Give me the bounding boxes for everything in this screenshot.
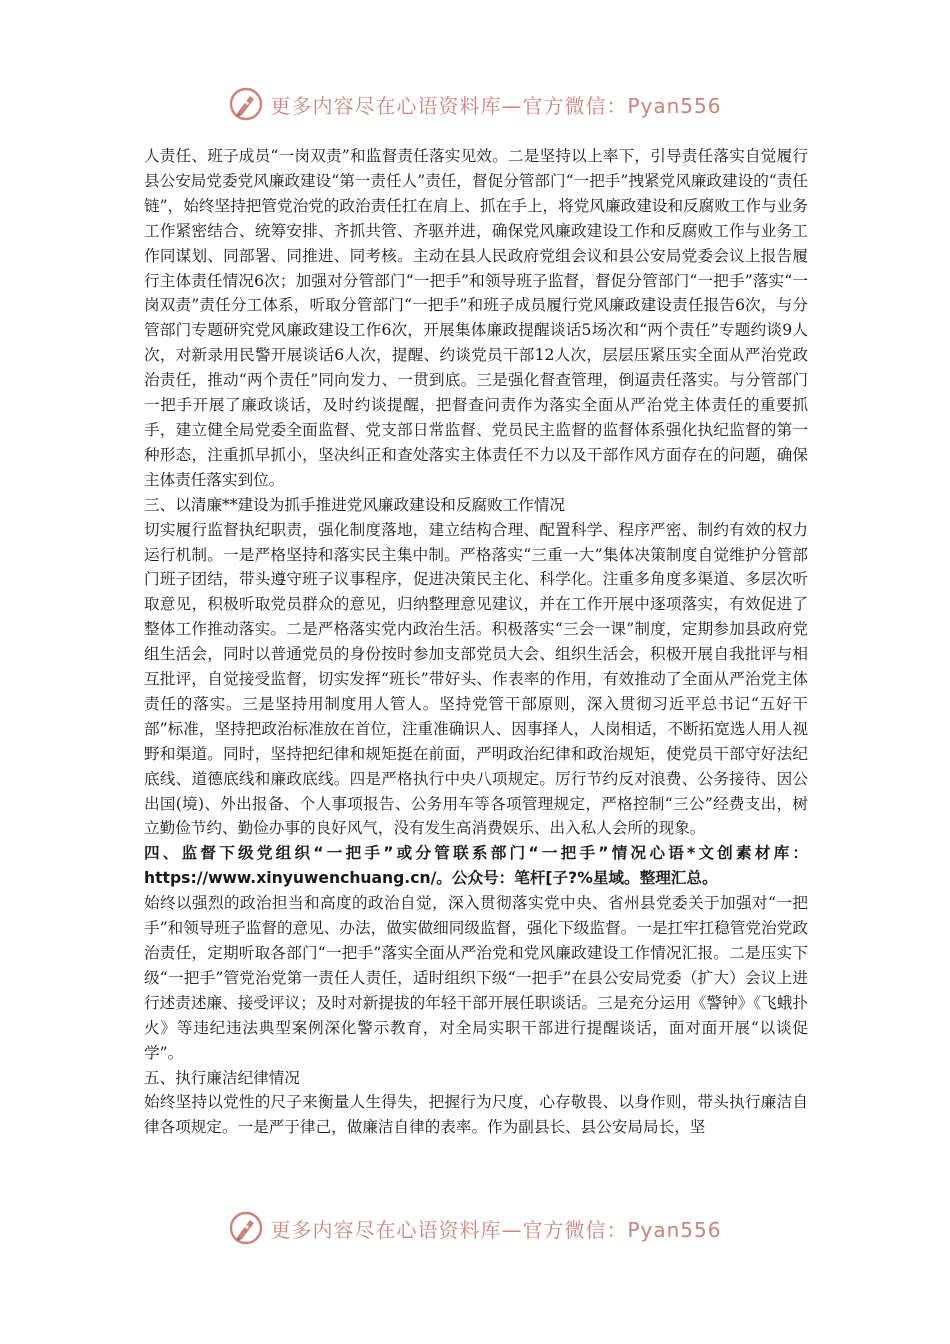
paragraph-lower-level-supervision: 始终以强烈的政治担当和高度的政治自觉，深入贯彻落实党中央、省州县党委关于加强对“一把手”和领导班子监督的意见、办法，做实做细同级监督，强化下级监督。一是扛牢扛稳管党治党政治责任，定期听取各部门“一把手”落实全面从严治党和党风廉政建设工作情况汇报。二是压实下级“一把手”管党治党第一责任人责任，适时组织下级“一把手”在县公安局党委（扩大）会议上进行述责述廉、接受评议；及时对新提拔的年轻干部开展任职谈话。三是充分运用《警钟》《飞蛾扑火》等违纪违法典型案例深化警示教育，对全局实职干部进行提醒谈话，面对面开展“以谈促学”。 <box>144 894 808 1062</box>
paragraph-responsibility: 人责任、班子成员“一岗双责”和监督责任落实见效。二是坚持以上率下，引导责任落实自觉履行县公安局党委党风廉政建设“第一责任人”责任，督促分管部门“一把手”拽紧党风廉政建设的“责任链”，始终坚持把管党治党的政治责任扛在肩上、抓在手上，将党风廉政建设和反腐败工作与业务工作紧密结合、统筹安排、齐抓共管、齐驱并进，确保党风廉政建设工作和反腐败工作与业务工作同谋划、同部署、同推进、同考核。主动在县人民政府党组会议和县公安局党委会议上报告履行主体责任情况6次；加强对分管部门“一把手”和领导班子监督，督促分管部门“一把手”落实“一岗双责”责任分工体系，听取分管部门“一把手”和班子成员履行党风廉政建设责任报告6次，与分管部门专题研究党风廉政建设工作6次，开展集体廉政提醒谈话5场次和“两个责任”专题约谈9人次，对新录用民警开展谈话6人次，提醒、约谈党员干部12人次，层层压紧压实全面从严治党政治责任，推动“两个责任”同向发力、一贯到底。三是强化督查管理，倒逼责任落实。与分管部门一把手开展了廉政谈话，及时约谈提醒，把督查问责作为落实全面从严治党主体责任的重要抓手，建立健全局党委全面监督、党支部日常监督、党员民主监督的监督体系强化执纪监督的第一种形态，注重抓早抓小，坚决纠正和查处落实主体责任不力以及干部作风方面存在的问题，确保主体责任落实到位。 <box>144 147 808 489</box>
section-heading-5: 五、执行廉洁纪律情况 <box>144 1068 300 1087</box>
watermark-text: 更多内容尽在心语资料库—官方微信：Pyan556 <box>270 93 722 118</box>
section-heading-3: 三、以清廉**建设为抓手推进党风廉政建设和反腐败工作情况 <box>144 495 566 514</box>
header-watermark-banner <box>0 82 950 126</box>
paragraph-supervision: 切实履行监督执纪职责，强化制度落地，建立结构合理、配置科学、程序严密、制约有效的权力运行机制。一是严格坚持和落实民主集中制。严格落实“三重一大”集体决策制度自觉维护分管部门班子团结，带头遵守班子议事程序，促进决策民主化、科学化。注重多角度多渠道、多层次听取意见，积极听取党员群众的意见，归纳整理意见建议，并在工作开展中逐项落实，有效促进了整体工作推动落实。二是严格落实党内政治生活。积极落实“三会一课”制度，定期参加县政府党组生活会，同时以普通党员的身份按时参加支部党员大会、组织生活会，积极开展自我批评与相互批评，自觉接受监督，切实发挥“班长”带好头、作表率的作用，有效推动了全面从严治党主体责任的落实。三是坚持用制度用人管人。坚持党管干部原则，深入贯彻习近平总书记“五好干部”标准，坚持把政治标准放在首位，注重准确识人、因事择人，人岗相适，不断拓宽选人用人视野和渠道。同时，坚持把纪律和规矩挺在前面，严明政治纪律和政治规矩，使党员干部守好法纪底线、道德底线和廉政底线。四是严格执行中央八项规定。厉行节约反对浪费、公务接待、因公出国(境)、外出报备、个人事项报告、公务用车等各项管理规定，严格控制“三公”经费支出，树立勤俭节约、勤俭办事的良好风气，没有发生高消费娱乐、出入私人会所的现象。 <box>144 520 808 838</box>
footer-watermark-banner <box>0 1206 950 1250</box>
watermark-text: 更多内容尽在心语资料库—官方微信：Pyan556 <box>270 1217 722 1242</box>
pen-nib-circle-logo-icon <box>228 1210 264 1246</box>
section-heading-4: 四、监督下级党组织“一把手”或分管联系部门“一把手”情况心语*文创素材库：https://www.xinyuwenchuang.cn/。公众号：笔杆[子?%星域。整理汇总。 <box>144 844 808 888</box>
document-body <box>144 144 808 1140</box>
paragraph-integrity: 始终坚持以党性的尺子来衡量人生得失，把握行为尺度，心存敬畏、以身作则，带头执行廉洁自律各项规定。一是严于律己，做廉洁自律的表率。作为副县长、县公安局局长，坚 <box>144 1093 808 1137</box>
pen-nib-circle-logo-icon <box>228 86 264 122</box>
